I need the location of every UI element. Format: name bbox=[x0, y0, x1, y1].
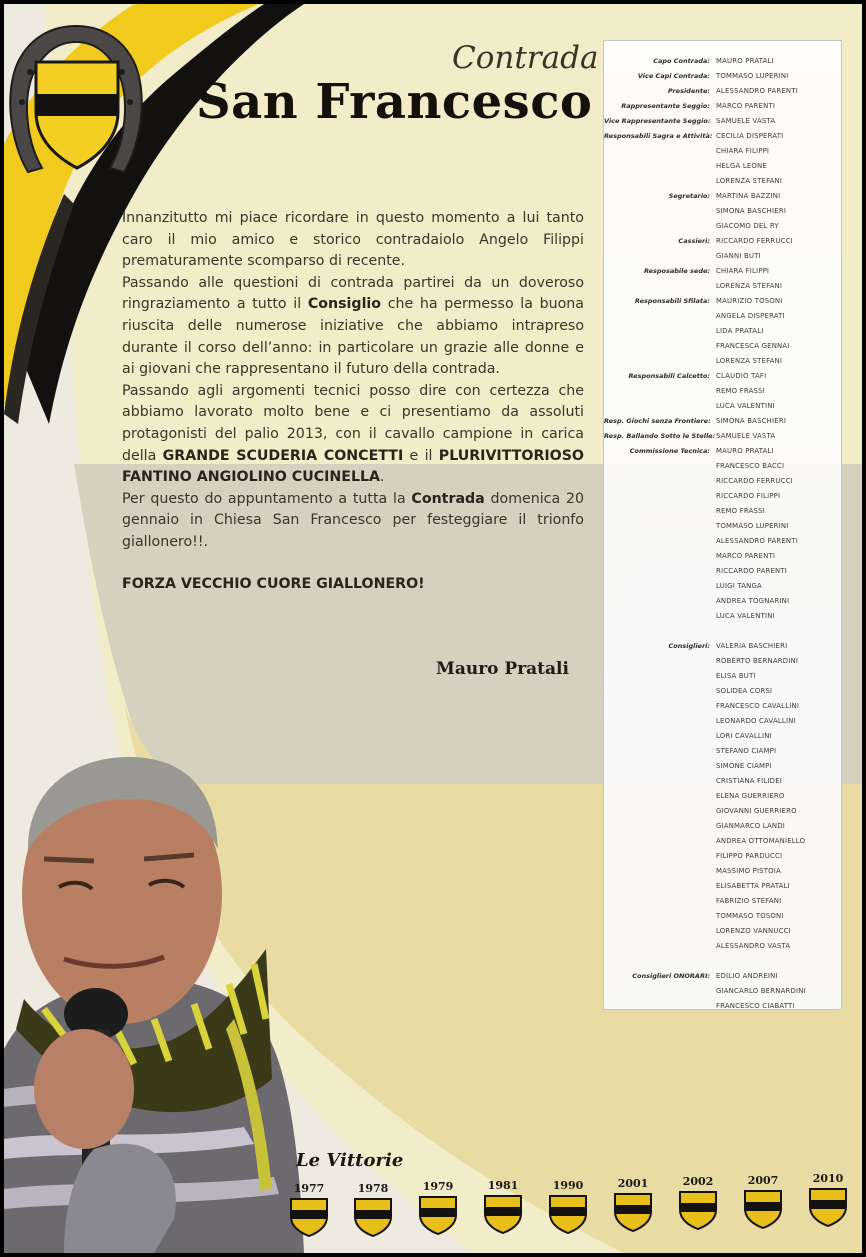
roster-name: MAURO PRATALI bbox=[716, 56, 774, 65]
victory-year: 2010 bbox=[812, 1172, 844, 1185]
victory-year: 1977 bbox=[293, 1182, 325, 1195]
roster-role: Consiglieri ONORARI: bbox=[632, 971, 710, 980]
roster-name: TOMMASO TOSONI bbox=[716, 911, 784, 920]
horseshoe-shield-icon bbox=[6, 22, 146, 180]
roster-name: ROBERTO BERNARDINI bbox=[716, 656, 799, 665]
roster-list bbox=[604, 53, 843, 1013]
roster-name: ELISABETTA PRATALI bbox=[716, 881, 790, 890]
victory-year: 1981 bbox=[487, 1179, 519, 1192]
letter-paragraph-3: Passando agli argomenti tecnici posso dire con certezza che abbiamo lavorato molto bene e ci presentiamo da assoluti protagonisti del palio 2013, con il cavallo campione in carica della GRANDE SCUDERIA CONCETTI e il PLURIVITTORIOSO FANTINO ANGIOLINO CUCINELLA. bbox=[122, 382, 584, 486]
roster-name: MASSIMO PISTOIA bbox=[716, 866, 781, 875]
victory-year: 2002 bbox=[682, 1175, 714, 1188]
victory-item bbox=[805, 1172, 851, 1227]
roster-row bbox=[604, 758, 843, 773]
roster-name: GIANCARLO BERNARDINI bbox=[716, 986, 806, 995]
roster-name: LIDA PRATALI bbox=[716, 326, 764, 335]
roster-panel bbox=[603, 40, 842, 1010]
letter-paragraph-1: Innanzitutto mi piace ricordare in questo momento a lui tanto caro il mio amico e storico contradaiolo Angelo Filippi prematuramente scomparso di recente. bbox=[122, 210, 584, 270]
roster-name: ANDREA TOGNARINI bbox=[716, 596, 790, 605]
roster-row bbox=[604, 518, 843, 533]
roster-row bbox=[604, 998, 843, 1013]
roster-row bbox=[604, 623, 843, 638]
roster-name: ELENA GUERRIERO bbox=[716, 791, 785, 800]
poster bbox=[4, 4, 862, 1253]
roster-row bbox=[604, 938, 843, 953]
roster-row bbox=[604, 293, 843, 308]
contrada-shield-icon bbox=[808, 1187, 848, 1227]
roster-name: REMO FRASSI bbox=[716, 386, 765, 395]
roster-role: Resposabile sede: bbox=[643, 266, 710, 275]
roster-row bbox=[604, 548, 843, 563]
victory-item bbox=[675, 1175, 721, 1230]
roster-row bbox=[604, 728, 843, 743]
roster-row bbox=[604, 173, 843, 188]
roster-row bbox=[604, 578, 843, 593]
roster-row bbox=[604, 803, 843, 818]
roster-row bbox=[604, 383, 843, 398]
roster-name: MARTINA BAZZINI bbox=[716, 191, 781, 200]
roster-name: SAMUELE VASTA bbox=[716, 116, 776, 125]
roster-name: TOMMASO LUPERINI bbox=[716, 521, 789, 530]
roster-row bbox=[604, 98, 843, 113]
roster-row bbox=[604, 683, 843, 698]
victories-label: Le Vittorie bbox=[296, 1150, 404, 1171]
roster-role: Vice Capi Contrada: bbox=[637, 71, 710, 80]
victory-item bbox=[415, 1180, 461, 1235]
contrada-shield-icon bbox=[548, 1194, 588, 1234]
roster-row bbox=[604, 443, 843, 458]
roster-row bbox=[604, 368, 843, 383]
victory-year: 1979 bbox=[422, 1180, 454, 1193]
roster-name: EDILIO ANDREINI bbox=[716, 971, 778, 980]
roster-role: Resp. Ballando Sotto le Stelle: bbox=[604, 431, 716, 440]
roster-row bbox=[604, 488, 843, 503]
roster-name: LORI CAVALLINI bbox=[716, 731, 772, 740]
roster-row bbox=[604, 158, 843, 173]
victories-row bbox=[286, 1172, 856, 1242]
roster-row bbox=[604, 68, 843, 83]
victory-year: 2001 bbox=[617, 1177, 649, 1190]
contrada-shield-icon bbox=[613, 1192, 653, 1232]
roster-name: FRANCESCA GENNAI bbox=[716, 341, 790, 350]
roster-name: GIANNI BUTI bbox=[716, 251, 761, 260]
roster-row bbox=[604, 833, 843, 848]
roster-row bbox=[604, 953, 843, 968]
victory-item bbox=[545, 1179, 591, 1234]
roster-row bbox=[604, 533, 843, 548]
roster-row bbox=[604, 353, 843, 368]
roster-name: ALESSANDRO PARENTI bbox=[716, 86, 798, 95]
roster-name: GIACOMO DEL RY bbox=[716, 221, 779, 230]
roster-name: MAURIZIO TOSONI bbox=[716, 296, 783, 305]
roster-row bbox=[604, 788, 843, 803]
roster-role: Vice Rappresentante Seggio: bbox=[604, 116, 711, 125]
roster-role: Commissione Tecnica: bbox=[629, 446, 710, 455]
contrada-shield-icon bbox=[678, 1190, 718, 1230]
roster-row bbox=[604, 638, 843, 653]
roster-name: ANDREA OTTOMANIELLO bbox=[716, 836, 806, 845]
roster-row bbox=[604, 608, 843, 623]
roster-row bbox=[604, 233, 843, 248]
roster-row bbox=[604, 893, 843, 908]
roster-row bbox=[604, 218, 843, 233]
page-title: San Francesco bbox=[196, 74, 593, 130]
letter-paragraph-4: Per questo do appuntamento a tutta la Contrada domenica 20 gennaio in Chiesa San Francesco per festeggiare il trionfo giallonero!!. bbox=[122, 490, 584, 550]
roster-name: LORENZO VANNUCCI bbox=[716, 926, 791, 935]
roster-row bbox=[604, 203, 843, 218]
roster-name: LORENZA STEFANI bbox=[716, 281, 783, 290]
victory-item bbox=[350, 1182, 396, 1237]
contrada-shield-icon bbox=[353, 1197, 393, 1237]
roster-row bbox=[604, 83, 843, 98]
roster-row bbox=[604, 473, 843, 488]
roster-row bbox=[604, 653, 843, 668]
roster-name: LUIGI TANGA bbox=[716, 581, 762, 590]
roster-name: LEONARDO CAVALLINI bbox=[716, 716, 796, 725]
roster-row bbox=[604, 188, 843, 203]
roster-role: Cassieri: bbox=[678, 236, 710, 245]
roster-row bbox=[604, 503, 843, 518]
letter-signature: Mauro Pratali bbox=[436, 659, 569, 679]
roster-role: Capo Contrada: bbox=[653, 56, 710, 65]
contrada-shield-icon bbox=[743, 1189, 783, 1229]
roster-name: MAURO PRATALI bbox=[716, 446, 774, 455]
roster-name: ALESSANDRO VASTA bbox=[716, 941, 791, 950]
roster-name: FILIPPO PARDUCCI bbox=[716, 851, 783, 860]
roster-role: Consiglieri: bbox=[668, 641, 710, 650]
contrada-shield-icon bbox=[418, 1195, 458, 1235]
roster-name: LORENZA STEFANI bbox=[716, 356, 783, 365]
letter-paragraph-2: Passando alle questioni di contrada partirei da un doveroso ringraziamento a tutto il Consiglio che ha permesso la buona riuscita delle numerose iniziative che abbiamo intrapreso durante il corso dell’anno: in particolare un grazie alle donne e ai giovani che rappresentano il futuro della contrada. bbox=[122, 274, 584, 378]
roster-row bbox=[604, 668, 843, 683]
roster-row bbox=[604, 968, 843, 983]
roster-role: Presidente: bbox=[667, 86, 710, 95]
roster-name: LUCA VALENTINI bbox=[716, 611, 775, 620]
roster-name: FRANCESCO CAVALLINI bbox=[716, 701, 800, 710]
roster-name: ELISA BUTI bbox=[716, 671, 756, 680]
contrada-shield-icon bbox=[483, 1194, 523, 1234]
roster-name: FRANCESCO BACCI bbox=[716, 461, 785, 470]
roster-row bbox=[604, 413, 843, 428]
victory-year: 2007 bbox=[747, 1174, 779, 1187]
roster-row bbox=[604, 773, 843, 788]
letter-closing: FORZA VECCHIO CUORE GIALLONERO! bbox=[122, 575, 425, 592]
roster-name: SIMONE CIAMPI bbox=[716, 761, 772, 770]
roster-name: CLAUDIO TAFI bbox=[716, 371, 767, 380]
roster-name: GIOVANNI GUERRIERO bbox=[716, 806, 797, 815]
roster-name: RICCARDO FERRUCCI bbox=[716, 476, 793, 485]
roster-name: LORENZA STEFANI bbox=[716, 176, 783, 185]
victory-item bbox=[740, 1174, 786, 1229]
roster-row bbox=[604, 428, 843, 443]
roster-name: REMO FRASSI bbox=[716, 506, 765, 515]
roster-row bbox=[604, 563, 843, 578]
roster-row bbox=[604, 458, 843, 473]
roster-name: FABRIZIO STEFANI bbox=[716, 896, 782, 905]
roster-name: STEFANO CIAMPI bbox=[716, 746, 777, 755]
roster-name: SIMONA BASCHIERI bbox=[716, 206, 787, 215]
roster-row bbox=[604, 593, 843, 608]
roster-name: RICCARDO FILIPPI bbox=[716, 491, 781, 500]
speaker-photo bbox=[4, 749, 304, 1253]
roster-role: Responsabili Sagra e Attività: bbox=[604, 131, 713, 140]
roster-name: MARCO PARENTI bbox=[716, 551, 776, 560]
roster-name: FRANCESCO CIABATTI bbox=[716, 1001, 795, 1010]
roster-row bbox=[604, 743, 843, 758]
roster-row bbox=[604, 248, 843, 263]
roster-name: RICCARDO PARENTI bbox=[716, 566, 788, 575]
roster-row bbox=[604, 308, 843, 323]
roster-name: GIANMARCO LANDI bbox=[716, 821, 785, 830]
roster-row bbox=[604, 53, 843, 68]
victory-item bbox=[286, 1182, 332, 1237]
letter-body bbox=[122, 208, 584, 595]
roster-role: Rappresentante Seggio: bbox=[621, 101, 710, 110]
roster-row bbox=[604, 323, 843, 338]
roster-role: Resp. Giochi senza Frontiere: bbox=[604, 416, 711, 425]
roster-row bbox=[604, 863, 843, 878]
roster-row bbox=[604, 698, 843, 713]
roster-row bbox=[604, 398, 843, 413]
roster-name: HELGA LEONE bbox=[716, 161, 767, 170]
roster-name: CECILIA DISPERATI bbox=[716, 131, 784, 140]
victory-item bbox=[610, 1177, 656, 1232]
roster-name: CRISTIANA FILIDEI bbox=[716, 776, 782, 785]
roster-name: ANGELA DISPERATI bbox=[716, 311, 785, 320]
roster-role: Responsabili Sfilata: bbox=[634, 296, 710, 305]
roster-name: ALESSANDRO PARENTI bbox=[716, 536, 798, 545]
roster-row bbox=[604, 278, 843, 293]
victory-item bbox=[480, 1179, 526, 1234]
contrada-shield-icon bbox=[289, 1197, 329, 1237]
roster-name: RICCARDO FERRUCCI bbox=[716, 236, 793, 245]
roster-row bbox=[604, 818, 843, 833]
roster-row bbox=[604, 923, 843, 938]
roster-row bbox=[604, 263, 843, 278]
roster-name: SOLIDEA CORSI bbox=[716, 686, 773, 695]
roster-row bbox=[604, 143, 843, 158]
roster-name: SIMONA BASCHIERI bbox=[716, 416, 787, 425]
roster-name: CHIARA FILIPPI bbox=[716, 146, 770, 155]
roster-row bbox=[604, 338, 843, 353]
roster-role: Segretario: bbox=[668, 191, 710, 200]
roster-name: LUCA VALENTINI bbox=[716, 401, 775, 410]
roster-name: VALERIA BASCHIERI bbox=[716, 641, 788, 650]
roster-name: SAMUELE VASTA bbox=[716, 431, 776, 440]
victory-year: 1990 bbox=[552, 1179, 584, 1192]
roster-name: MARCO PARENTI bbox=[716, 101, 776, 110]
roster-row bbox=[604, 113, 843, 128]
roster-role: Responsabili Calcetto: bbox=[628, 371, 710, 380]
roster-row bbox=[604, 128, 843, 143]
roster-name: CHIARA FILIPPI bbox=[716, 266, 770, 275]
roster-row bbox=[604, 908, 843, 923]
roster-row bbox=[604, 878, 843, 893]
roster-row bbox=[604, 713, 843, 728]
header-subtitle: Contrada bbox=[452, 40, 599, 76]
roster-row bbox=[604, 848, 843, 863]
roster-name: TOMMASO LUPERINI bbox=[716, 71, 789, 80]
victory-year: 1978 bbox=[357, 1182, 389, 1195]
roster-row bbox=[604, 983, 843, 998]
